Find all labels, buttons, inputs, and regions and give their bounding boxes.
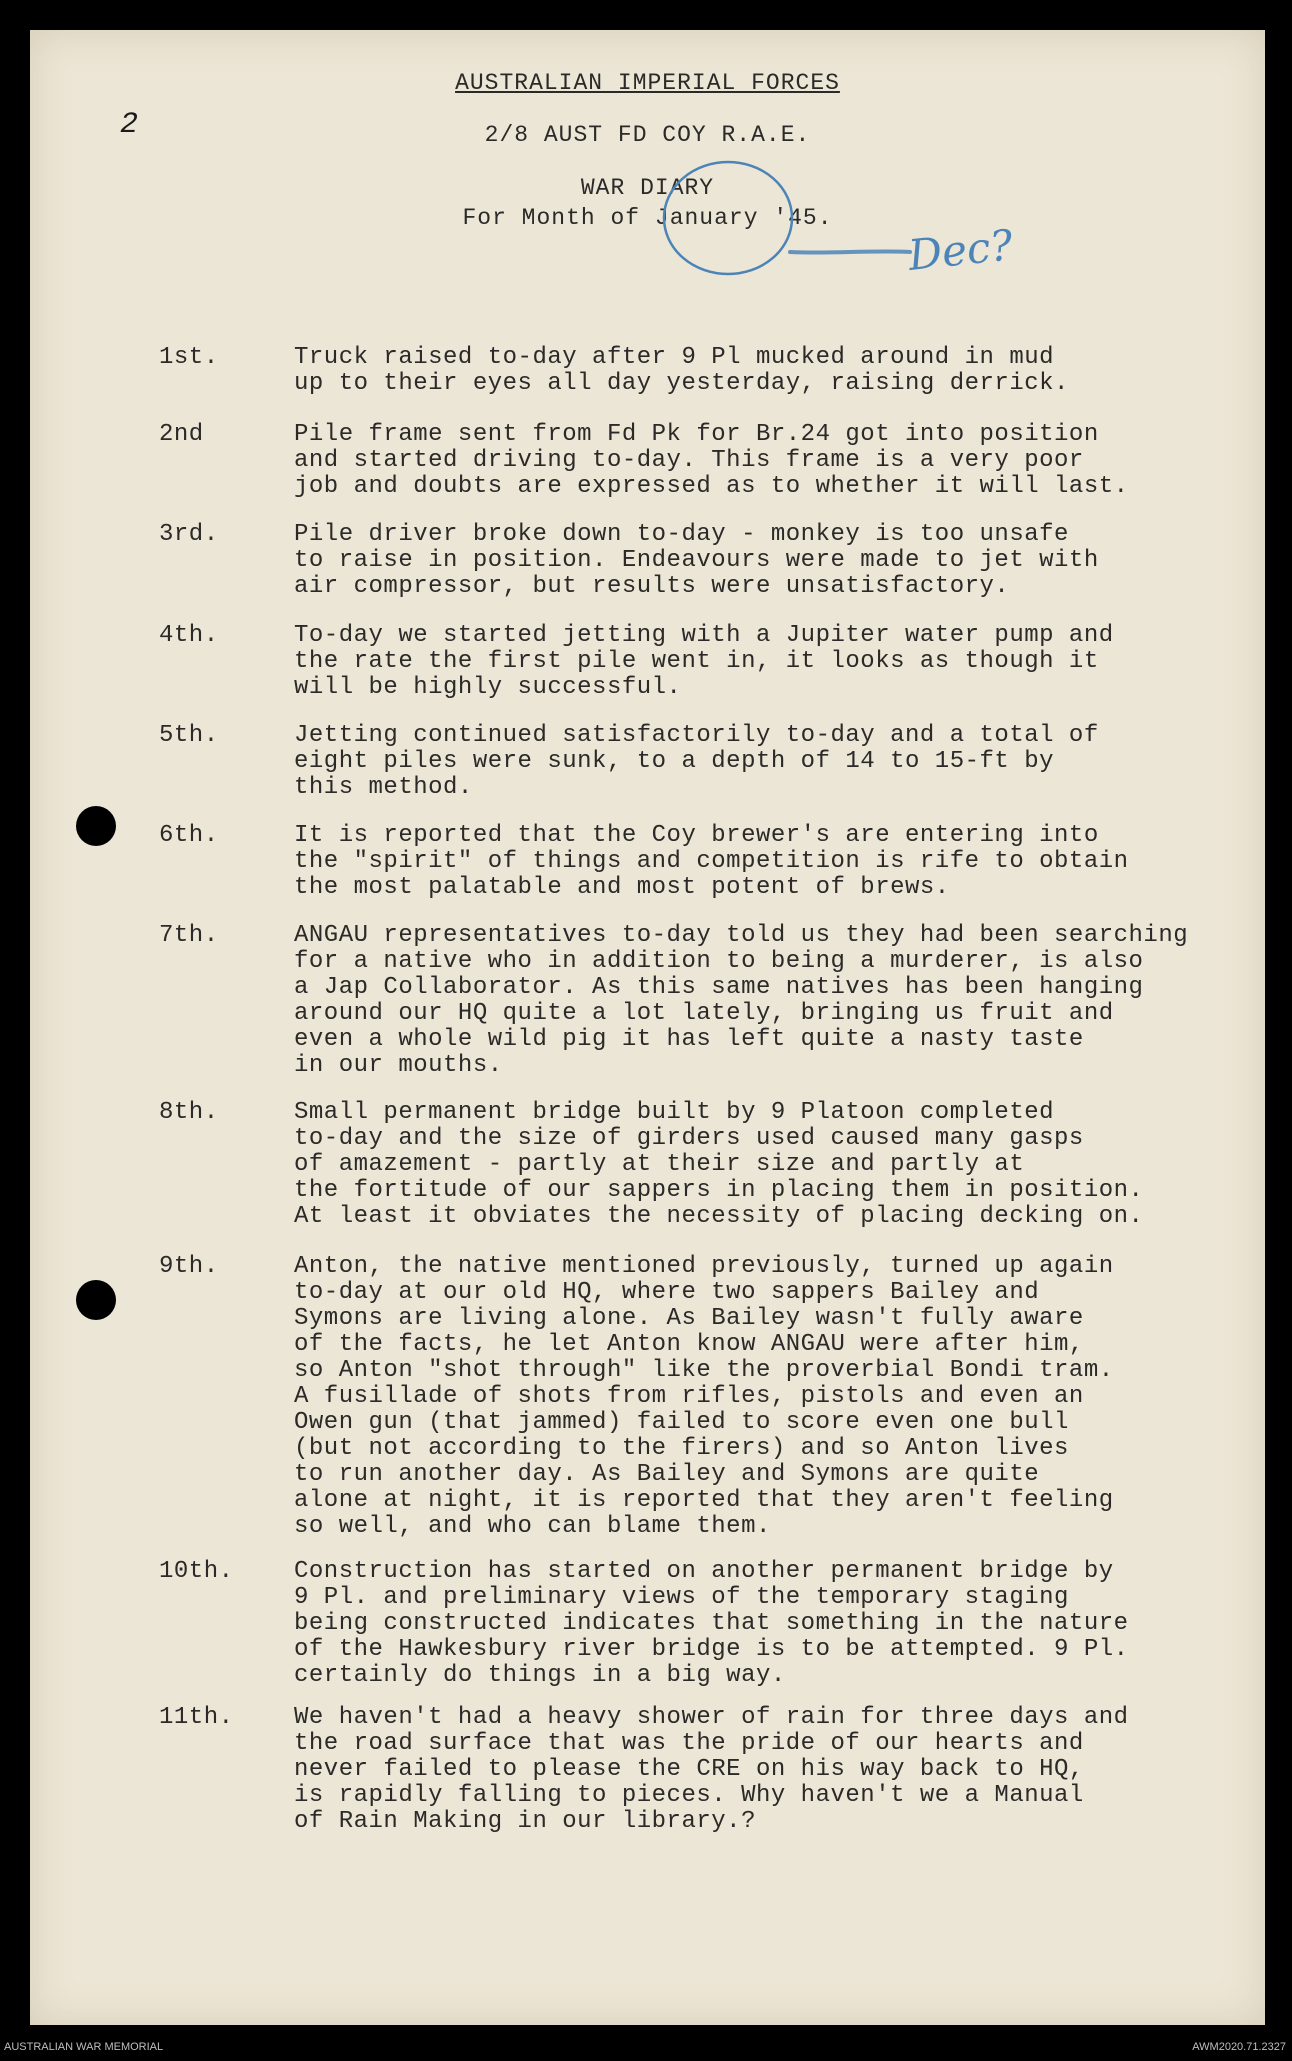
header-month: For Month of January '45. xyxy=(462,205,833,231)
entry-date: 3rd. xyxy=(159,521,219,548)
entry-text: Pile frame sent from Fd Pk for Br.24 got into position and started driving to-day. This frame is a very poor job and doubts are expressed as to whether it will last. xyxy=(294,421,1129,500)
entry-date: 9th. xyxy=(159,1253,219,1280)
entry-date: 2nd xyxy=(159,421,204,448)
entry-date: 4th. xyxy=(159,622,219,649)
entry-text: Pile driver broke down to-day - monkey is too unsafe to raise in position. Endeavours were made to jet with air compressor, but results were unsatisfactory. xyxy=(294,521,1099,600)
entry-text: Truck raised to-day after 9 Pl mucked around in mud up to their eyes all day yesterday, raising derrick. xyxy=(294,344,1069,397)
entry-date: 6th. xyxy=(159,822,219,849)
entry-text: To-day we started jetting with a Jupiter water pump and the rate the first pile went in, it looks as though it will be highly successful. xyxy=(294,622,1114,701)
entry-date: 1st. xyxy=(159,344,219,371)
entry-date: 8th. xyxy=(159,1099,219,1126)
entry-date: 10th. xyxy=(159,1558,234,1585)
punch-hole xyxy=(76,1280,116,1320)
entry-text: We haven't had a heavy shower of rain for three days and the road surface that was the pride of our hearts and never failed to please the CRE on his way back to HQ, is rapidly falling to pieces. Why haven't we a Manual of Rain Making in our library.? xyxy=(294,1704,1129,1835)
entry-text: Small permanent bridge built by 9 Platoon completed to-day and the size of girders used caused many gasps of amazement - partly at their size and partly at the fortitude of our sappers in placing them in position. At least it obviates the necessity of placing decking on. xyxy=(294,1099,1144,1230)
footer-institution: AUSTRALIAN WAR MEMORIAL xyxy=(4,2041,164,2053)
entry-date: 5th. xyxy=(159,722,219,749)
header-company: 2/8 AUST FD COY R.A.E. xyxy=(484,122,811,148)
entry-text: Anton, the native mentioned previously, turned up again to-day at our old HQ, where two sappers Bailey and Symons are living alone. As Bailey wasn't fully aware of the facts, he let Anton know ANGAU were after him, so Anton "shot through" like the proverbial Bondi tram. A fusillade of shots from rifles, pistols and even an Owen gun (that jammed) failed to score even one bull (but not according to the firers) and so Anton lives to run another day. As Bailey and Symons are quite alone at night, it is reported that they aren't feeling so well, and who can blame them. xyxy=(294,1253,1114,1540)
annotation-text: Dec? xyxy=(905,220,1016,280)
entry-text: ANGAU representatives to-day told us they had been searching for a native who in addition to being a murderer, is also a Jap Collaborator. As this same natives has been hanging around our HQ quite a lot lately, bringing us fruit and even a whole wild pig it has left quite a nasty taste in our mouths. xyxy=(294,922,1189,1079)
entry-text: Construction has started on another permanent bridge by 9 Pl. and preliminary views of the temporary staging being constructed indicates that something in the nature of the Hawkesbury river bridge is to be attempted. 9 Pl. certainly do things in a big way. xyxy=(294,1558,1129,1689)
page-mark: 2 xyxy=(120,108,139,142)
header-title: WAR DIARY xyxy=(580,175,715,201)
document-page xyxy=(30,30,1265,2025)
annotation-stroke xyxy=(790,251,910,252)
punch-hole xyxy=(76,806,116,846)
entry-text: It is reported that the Coy brewer's are entering into the "spirit" of things and competition is rife to obtain the most palatable and most potent of brews. xyxy=(294,822,1129,901)
entry-text: Jetting continued satisfactorily to-day and a total of eight piles were sunk, to a depth of 14 to 15-ft by this method. xyxy=(294,722,1099,801)
header-unit: AUSTRALIAN IMPERIAL FORCES xyxy=(455,70,840,96)
entry-date: 11th. xyxy=(159,1704,234,1731)
entry-date: 7th. xyxy=(159,922,219,949)
footer-catalog-number: AWM2020.71.2327 xyxy=(1192,2041,1286,2053)
